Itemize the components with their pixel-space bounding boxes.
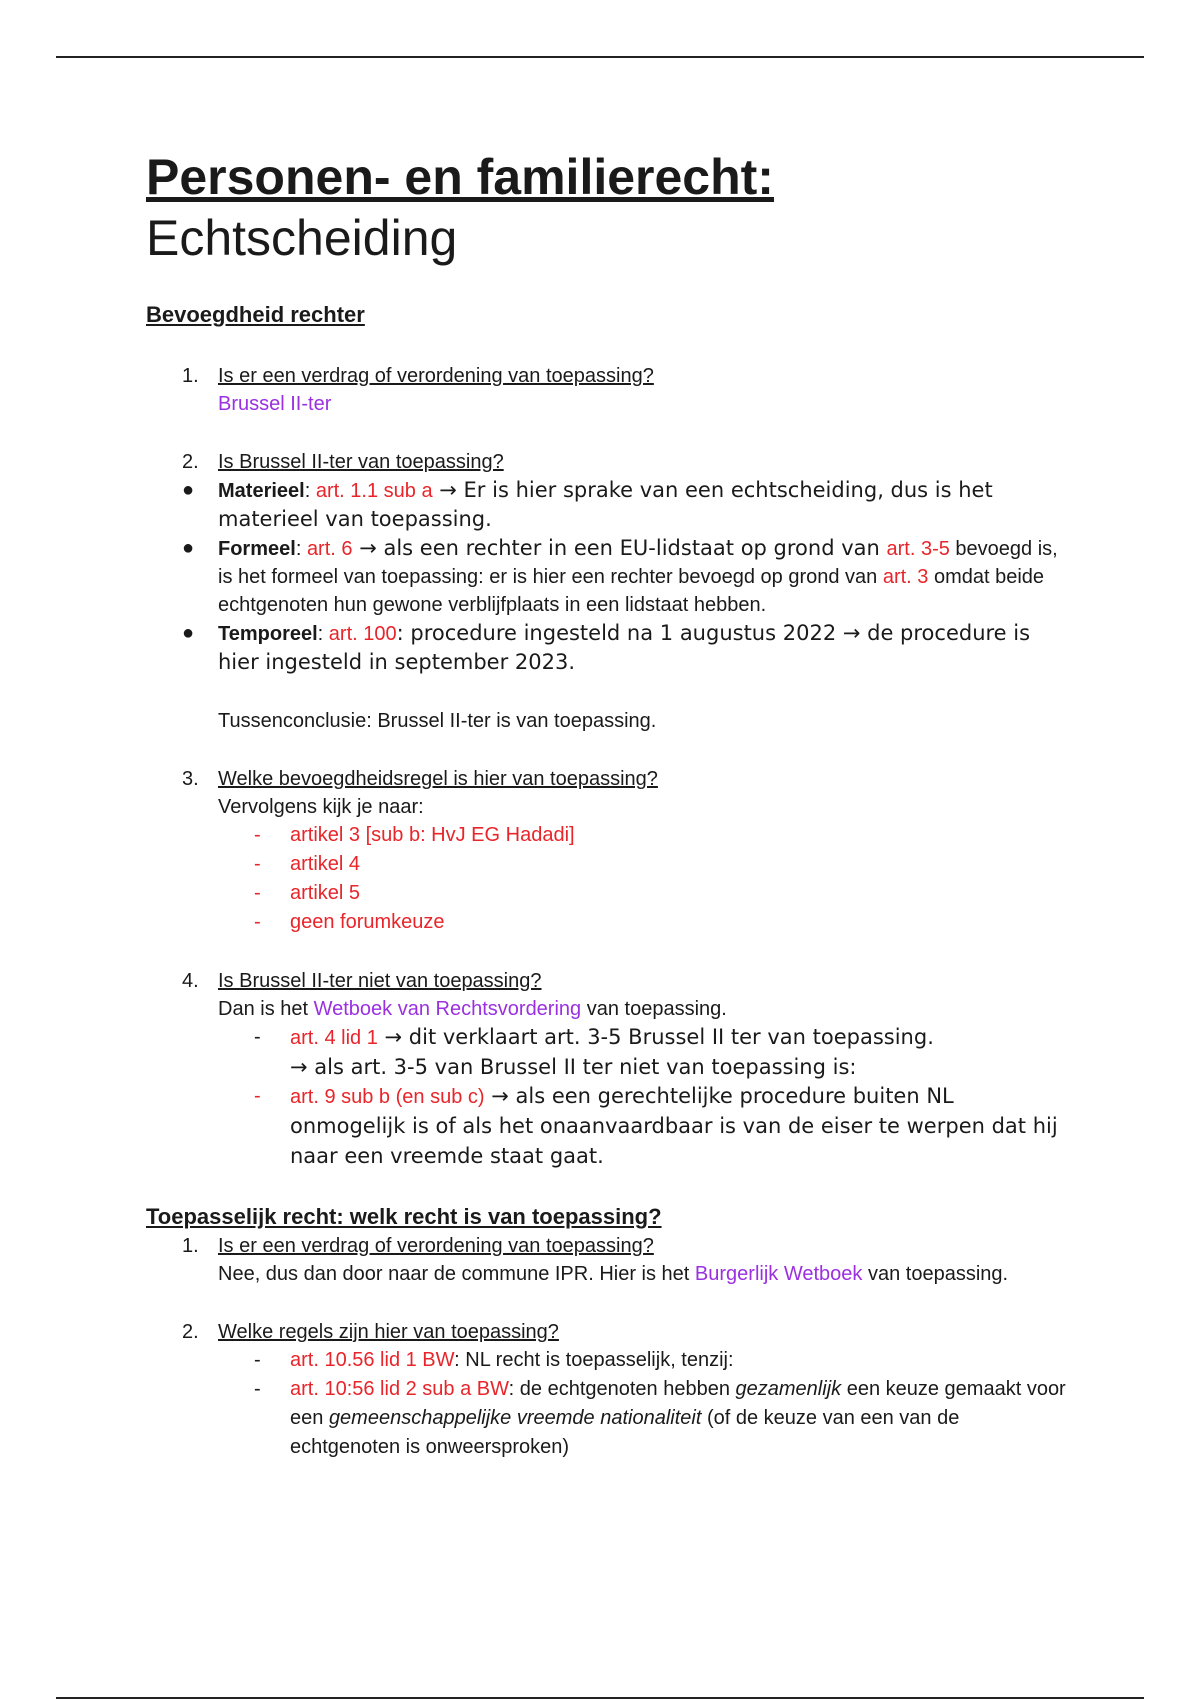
dash-item: - artikel 4 [254, 853, 361, 875]
question-text: Is er een verdrag of verordening van toepassing? [218, 365, 654, 387]
bullet-materieel: ● Materieel: art. 1.1 sub a → Er is hier sprake van een echtscheiding, dus is het materieel van toepassing. [182, 478, 993, 531]
section-heading-bevoegdheid: Bevoegdheid rechter [146, 302, 365, 327]
bottom-rule [56, 1697, 1144, 1699]
document-title: Personen- en familierecht: [146, 149, 774, 205]
intro-text: Dan is het Wetboek van Rechtsvordering van toepassing. [218, 998, 727, 1020]
list-item-q4 [146, 967, 1066, 1023]
list-item-q3 [146, 765, 1066, 821]
list-item-s2-q2 [146, 1318, 1066, 1346]
answer-link[interactable]: Brussel II-ter [218, 393, 332, 415]
question-text: Is er een verdrag of verordening van toepassing? [218, 1235, 654, 1257]
burgerlijk-wetboek-link[interactable]: Burgerlijk Wetboek [694, 1263, 863, 1285]
question-text: Is Brussel II-ter niet van toepassing? [218, 970, 542, 992]
article-ref: art. 6 [306, 538, 353, 560]
dash-item: - artikel 5 [254, 882, 361, 904]
list-number: 2. [182, 451, 199, 473]
list-number: 3. [182, 768, 199, 790]
dash-item: - art. 4 lid 1 → dit verklaart art. 3-5 Brussel II ter van toepassing. [254, 1025, 934, 1049]
question-text: Welke bevoegdheidsregel is hier van toepassing? [218, 768, 658, 790]
article-ref: art. 1.1 sub a [315, 480, 433, 502]
list-number: 4. [182, 970, 199, 992]
article-ref: art. 10.56 lid 1 BW [290, 1349, 455, 1371]
bullet-icon: ● [182, 479, 195, 501]
bullet-icon: ● [182, 537, 195, 559]
dash-item: - artikel 3 [sub b: HvJ EG Hadadi] [254, 824, 575, 846]
article-ref: art. 100 [328, 623, 397, 645]
dash-item: - geen forumkeuze [254, 911, 445, 933]
article-ref: art. 4 lid 1 [290, 1027, 378, 1049]
dash-item: - art. 10:56 lid 2 sub a BW: de echtgenoten hebben gezamenlijk een keuze gemaakt voor een gemeenschappelijke vreemde nationaliteit (of de keuze van een van de echtgenoten is onweersproken) [254, 1378, 1066, 1458]
list-number: 2. [182, 1321, 199, 1343]
list-item-q2 [146, 448, 1066, 476]
list-number: 1. [182, 1235, 199, 1257]
document-body [146, 148, 1066, 1462]
list-item-s2-q1 [146, 1232, 1066, 1288]
article-ref: art. 10:56 lid 2 sub a BW [290, 1378, 509, 1400]
bullet-temporeel: ● Temporeel: art. 100: procedure ingesteld na 1 augustus 2022 → de procedure is hier ingesteld in september 2023. [182, 621, 1031, 674]
top-rule [56, 56, 1144, 58]
answer-text: Nee, dus dan door naar de commune IPR. Hier is het Burgerlijk Wetboek van toepassing. [218, 1263, 1009, 1285]
question-text: Is Brussel II-ter van toepassing? [218, 451, 504, 473]
wetboek-link[interactable]: Wetboek van Rechtsvordering [313, 998, 582, 1020]
question-text: Welke regels zijn hier van toepassing? [218, 1321, 559, 1343]
interim-conclusion: Tussenconclusie: Brussel II-ter is van toepassing. [218, 710, 657, 732]
bullet-formeel: ● Formeel: art. 6 → als een rechter in een EU-lidstaat op grond van art. 3-5 bevoegd is, is het formeel van toepassing: er is hier een rechter bevoegd op grond van art. 3 omdat beide echtgenoten hun gewone verblijfplaats in een lidstaat hebben. [182, 536, 1058, 616]
document-subtitle: Echtscheiding [146, 210, 458, 266]
list-number: 1. [182, 365, 199, 387]
intro-text: Vervolgens kijk je naar: [218, 796, 424, 818]
dash-item: - art. 10.56 lid 1 BW: NL recht is toepasselijk, tenzij: [254, 1349, 734, 1371]
dash-item: - art. 9 sub b (en sub c) → als een gerechtelijke procedure buiten NL onmogelijk is of als het onaanvaardbaar is van de eiser te werpen dat hij naar een vreemde staat gaat. [254, 1084, 1058, 1168]
bullet-icon: ● [182, 622, 195, 644]
article-ref: art. 3 [882, 566, 929, 588]
follow-up-text: → als art. 3-5 van Brussel II ter niet van toepassing is: [290, 1055, 857, 1079]
article-ref: art. 3-5 [886, 538, 950, 560]
article-ref: art. 9 sub b (en sub c) [290, 1086, 485, 1108]
list-item-q1 [146, 362, 1066, 418]
section-heading-toepasselijk-recht: Toepasselijk recht: welk recht is van toepassing? [146, 1204, 662, 1229]
